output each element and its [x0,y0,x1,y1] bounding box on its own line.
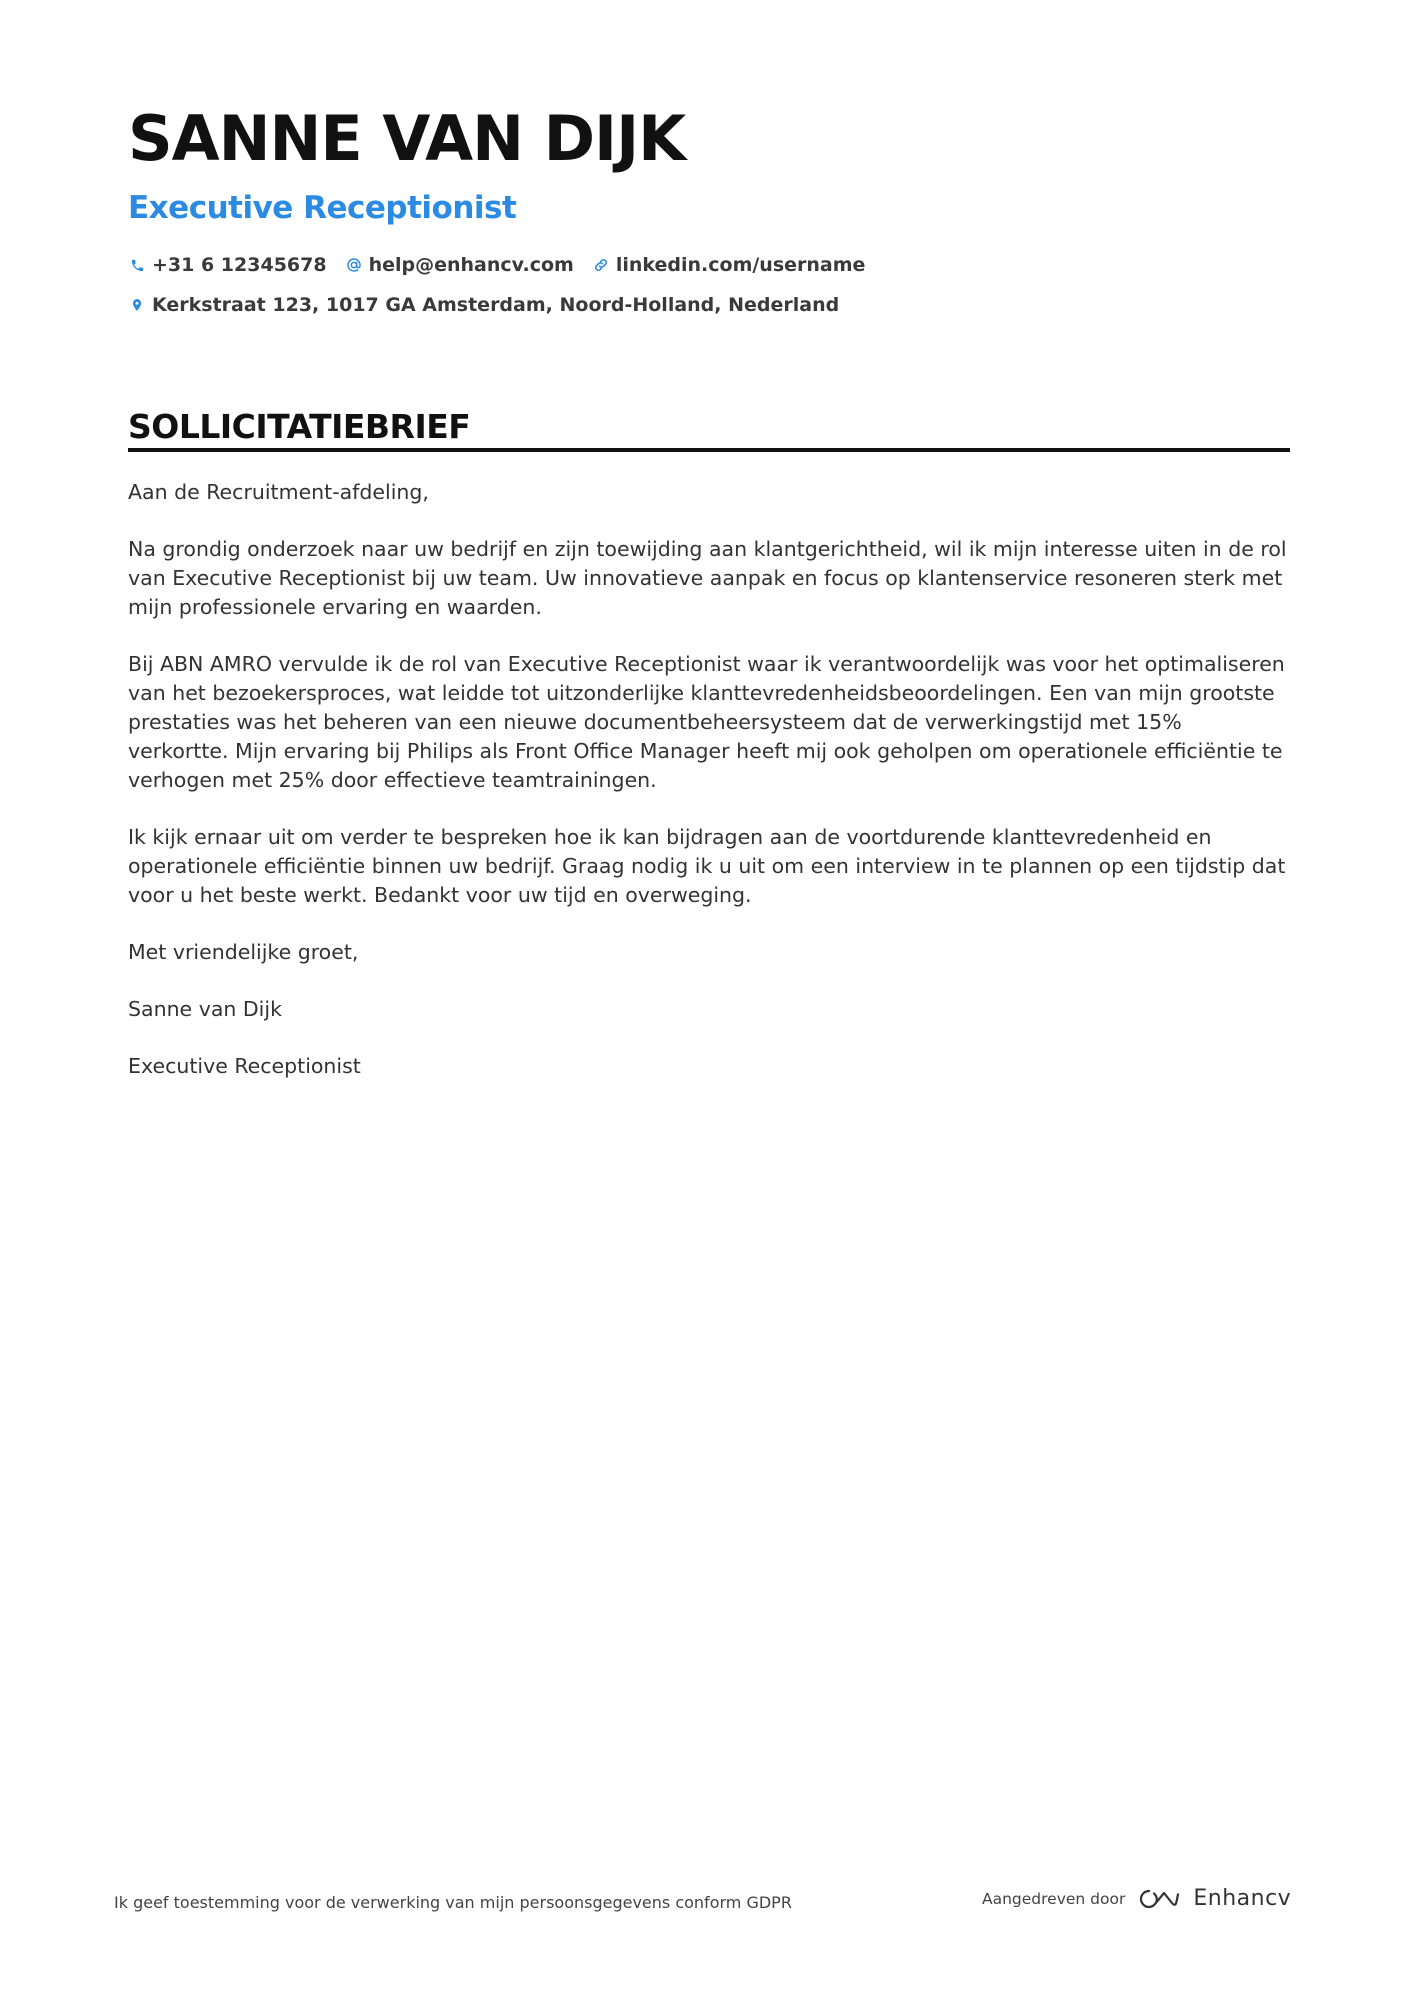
contact-row-address [128,294,857,316]
letter-paragraph: Na grondig onderzoek naar uw bedrijf en zijn toewijding aan klantgerichtheid, wil ik mijn interesse uiten in de rol van Executive Receptionist bij uw team. Uw innovatieve aanpak en focus op klantenservice resoneren sterk met mijn professionele ervaring en waarden. [128,537,1287,619]
letter-salutation: Aan de Recruitment-afdeling, [128,480,429,504]
enhancv-logo-icon [1137,1887,1183,1911]
gdpr-consent: Ik geef toestemming voor de verwerking van mijn persoonsgegevens conform GDPR [114,1893,792,1912]
letter-body [128,478,1288,1109]
contact-row-primary [128,254,883,276]
powered-by-label: Aangedreven door [982,1889,1126,1908]
letter-paragraph: Bij ABN AMRO vervulde ik de rol van Executive Receptionist waar ik verantwoordelijk was voor het optimaliseren van het bezoekersproces, wat leidde tot uitzonderlijke klanttevredenheidsbeoordelingen. Een van mijn grootste prestaties was het beheren van een nieuwe documentbeheersysteem dat de verwerkingstijd met 15% verkortte. Mijn ervaring bij Philips als Front Office Manager heeft mij ook geholpen om operationele efficiëntie te verhogen met 25% door effectieve teamtrainingen. [128,652,1285,792]
job-title: Executive Receptionist [128,190,517,226]
address-text: Kerkstraat 123, 1017 GA Amsterdam, Noord-Holland, Nederland [152,294,840,316]
signature-title: Executive Receptionist [128,1054,361,1078]
at-sign-icon [345,256,363,274]
email-text[interactable]: help@enhancv.com [368,254,574,276]
contact-linkedin [592,254,866,276]
link-icon [592,256,610,274]
letter-closing: Met vriendelijke groet, [128,940,359,964]
candidate-name: SANNE VAN DIJK [128,102,686,175]
section-divider [128,448,1290,452]
contact-email [345,254,574,276]
contact-address [128,294,839,316]
phone-text[interactable]: +31 6 12345678 [152,254,327,276]
section-title: SOLLICITATIEBRIEF [128,407,471,446]
linkedin-text[interactable]: linkedin.com/username [615,254,866,276]
letter-paragraph: Ik kijk ernaar uit om verder te bespreken hoe ik kan bijdragen aan de voortdurende klanttevredenheid en operationele efficiëntie binnen uw bedrijf. Graag nodig ik u uit om een interview in te plannen op een tijdstip dat voor u het beste werkt. Bedankt voor uw tijd en overweging. [128,825,1286,907]
powered-by[interactable] [982,1886,1291,1911]
phone-icon [128,256,146,274]
brand-name: Enhancv [1193,1886,1292,1911]
contact-phone [128,254,327,276]
signature-name: Sanne van Dijk [128,997,282,1021]
location-pin-icon [128,296,146,314]
